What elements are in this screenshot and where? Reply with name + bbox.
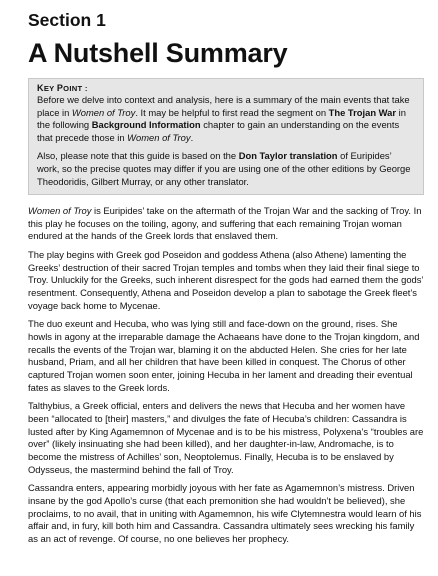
summary-paragraph-3: The duo exeunt and Hecuba, who was lying still and face-down on the ground, rises. She howls in agony at the irreparable damage the Achaeans have done to the Trojan kingdom, and recalls the events of the Trojan war, blaming it on the abducted Helen. She cries for her late husband, Priam, and all her children that have been killed in conquest. The Chorus of other captured Trojan women soon enter, joining Hecuba in her lament and dreading their eventual fates as slaves to the Greek lords. [28, 318, 420, 393]
key-point-box [28, 78, 424, 195]
summary-paragraph-4: Talthybius, a Greek official, enters and delivers the news that Hecuba and her women have been “allocated to [their] masters,” and divulges the fate of Hecuba’s children: Cassandra is lusted after by King Agamemnon of Mycenae and is to be his mistress, Polyxena’s “troubles are over” (likely insinuating she had been killed), and her daughter-in-law, Andromache, is to become the mistress of Achilles’ son, Neoptolemus. Finally, Hecuba is to be enslaved by Odysseus, the mastermind behind the fall of Troy. [28, 400, 424, 475]
summary-body [28, 205, 424, 545]
page-title: A Nutshell Summary [28, 38, 288, 68]
page [28, 10, 424, 552]
summary-paragraph-2: The play begins with Greek god Poseidon and goddess Athena (also Athene) lamenting the Greeks’ destruction of their sacred Trojan temples and tombs when they laid their final siege to Troy. Unluckily for the Greeks, such inherent disrespect for the gods had earned them the gods’ resentment. Consequently, Athena and Poseidon develop a plan to sabotage the Greek fleet’s voyage back home to Mycenae. [28, 249, 424, 311]
key-point-heading: KEY POINT : [37, 83, 88, 93]
key-point-paragraph-1: Before we delve into context and analysis, here is a summary of the main events that take place in Women of Troy. It may be helpful to first read the segment on The Trojan War in the following Background Information chapter to gain an understanding on the events that precede those in Women of Troy. [37, 94, 410, 143]
key-point-paragraph-2: Also, please note that this guide is based on the Don Taylor translation of Euripides’ work, so the precise quotes may differ if you are using one of the other editions by George Theodoridis, Gilbert Murray, or any other translator. [37, 150, 411, 187]
summary-paragraph-5: Cassandra enters, appearing morbidly joyous with her fate as Agamemnon’s mistress. Driven insane by the god Apollo’s curse (that each premonition she had wouldn’t be believed), she proclaims, to no avail, that in uniting with Agamemnon, his wife Clytemnestra would learn of his affair and, in fury, kill both him and Cassandra. Cassandra ultimately sees wrecking his family as an act of revenge. Of course, no one believes her prophecy. [28, 482, 422, 544]
summary-paragraph-1: Women of Troy is Euripides’ take on the aftermath of the Trojan War and the sacking of Troy. In this play he focuses on the toiling, agony, and suffering that each remaining Trojan woman endured at the hands of the Greek lords that enslaved them. [28, 205, 422, 242]
section-label: Section 1 [28, 10, 106, 30]
